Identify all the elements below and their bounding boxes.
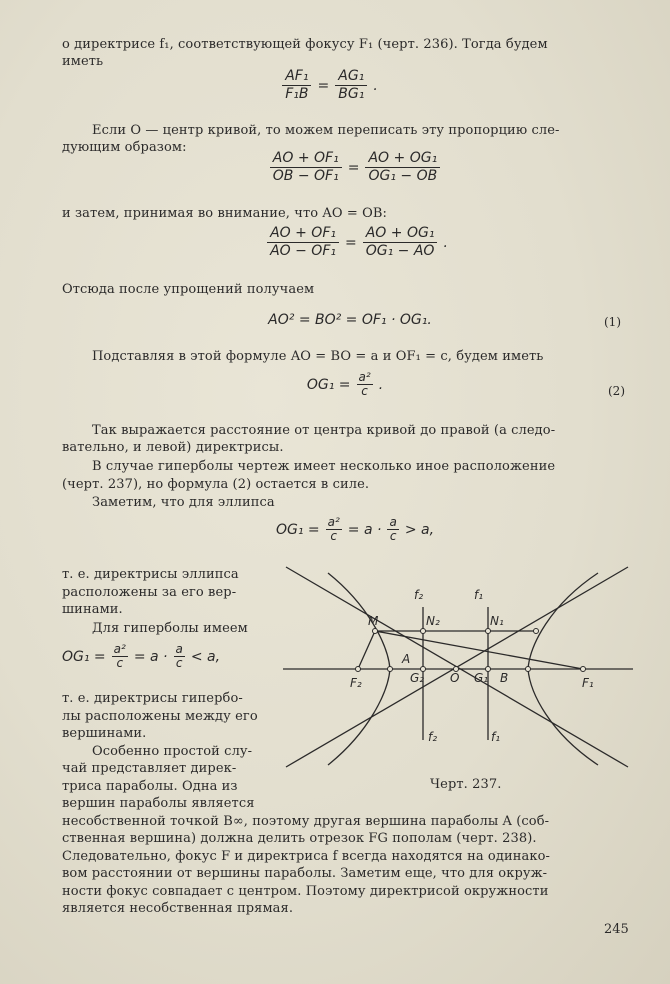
svg-text:G₁: G₁ [474, 671, 489, 685]
text-line: Так выражается расстояние от центра кривой до правой (а следо- [92, 423, 556, 438]
text-line: о директрисе f₁, соответствующей фокусу F₁ (черт. 236). Тогда будем [62, 37, 548, 52]
page-number: 245 [604, 922, 629, 937]
text-line: (черт. 237), но формула (2) остается в силе. [62, 477, 370, 492]
formula-1: AO² = BO² = OF₁ · OG₁. [268, 312, 432, 328]
equation-number: (2) [608, 384, 625, 398]
svg-text:G₂: G₂ [410, 671, 425, 685]
svg-text:O: O [450, 671, 460, 685]
text-line: вершин параболы является [62, 796, 255, 811]
svg-text:F₂: F₂ [350, 676, 362, 690]
text-line: ственная вершина) должна делить отрезок FG пополам (черт. 238). [62, 831, 537, 846]
hyperbola-figure [278, 555, 638, 770]
svg-text:B: B [500, 671, 509, 685]
equation-number: (1) [604, 315, 621, 329]
text-line: чай представляет дирек- [62, 761, 237, 776]
svg-text:f₂: f₂ [414, 588, 424, 602]
svg-text:f₁: f₁ [474, 588, 484, 602]
formula-ellipse: OG₁ = $\frac{\text{a²}}{c}$ = a · a c > a, [275, 515, 435, 543]
formula-proportion-2: $\frac{\text{AO + OF₁}}{\text{OB − OF₁}}$ = $\frac{\text{AO + OG₁}}{\text{OG₁ − OB}}$ [250, 150, 460, 185]
svg-text:M: M [368, 614, 379, 628]
svg-text:A: A [402, 652, 411, 666]
text-line: В случае гиперболы чертеж имеет несколько иное расположение [92, 459, 556, 474]
text-line: и затем, принимая во внимание, что AO = OB: [62, 206, 387, 221]
formula-hyperbola: OG₁ = $\frac{\text{a²}}{c}$ = a · a c < a, [62, 642, 221, 670]
text-line: расположены за его вер- [62, 585, 237, 600]
text-line: т. е. директрисы гипербо- [62, 691, 243, 706]
svg-text:f₂: f₂ [428, 730, 438, 744]
segment-M-F2 [358, 631, 375, 669]
formula-proportion-3: $\frac{\text{AO + OF₁}}{\text{AO − OF₁}}$ = $\frac{\text{AO + OG₁}}{\text{OG₁ − AO}}$ . [250, 225, 465, 260]
text-line: Следовательно, фокус F и директриса f всегда находятся на одинако- [62, 849, 550, 864]
svg-text:N₁: N₁ [490, 614, 504, 628]
text-line: вом расстоянии от вершины параболы. Заметим еще, что для окруж- [62, 866, 548, 881]
svg-text:N₂: N₂ [426, 614, 440, 628]
text-line: т. е. директрисы эллипса [62, 567, 239, 582]
text-line: несобственной точкой B∞, поэтому другая вершина параболы A (соб- [62, 814, 550, 829]
text-line: Если O — центр кривой, то можем переписать эту пропорцию сле- [92, 123, 560, 138]
text-line: Отсюда после упрощений получаем [62, 282, 315, 297]
text-line: Особенно простой слу- [92, 744, 253, 759]
text-line: Подставляя в этой формуле AO = BO = a и OF₁ = c, будем иметь [92, 349, 544, 364]
svg-text:F₁: F₁ [582, 676, 594, 690]
formula-proportion-1: $\frac{\text{AF₁}}{\text{F₁B}}$ = $\frac{\text{AG₁}}{\text{BG₁}}$ . [260, 68, 400, 103]
text-line: является несобственная прямая. [62, 901, 294, 916]
text-line: вательно, и левой) директрисы. [62, 440, 284, 455]
text-line: дующим образом: [62, 140, 187, 155]
text-line: лы расположены между его [62, 709, 258, 724]
formula-2: OG₁ = $\frac{\text{a²}}{c}$ . [306, 370, 384, 398]
text-line: вершинами. [62, 726, 147, 741]
text-line: иметь [62, 54, 104, 69]
text-line: Для гиперболы имеем [92, 621, 248, 636]
figure-caption: Черт. 237. [430, 777, 502, 792]
text-line: триса параболы. Одна из [62, 779, 238, 794]
svg-text:f₁: f₁ [491, 730, 501, 744]
text-line: Заметим, что для эллипса [92, 495, 275, 510]
text-line: шинами. [62, 602, 123, 617]
text-line: ности фокус совпадает с центром. Поэтому директрисой окружности [62, 884, 549, 899]
